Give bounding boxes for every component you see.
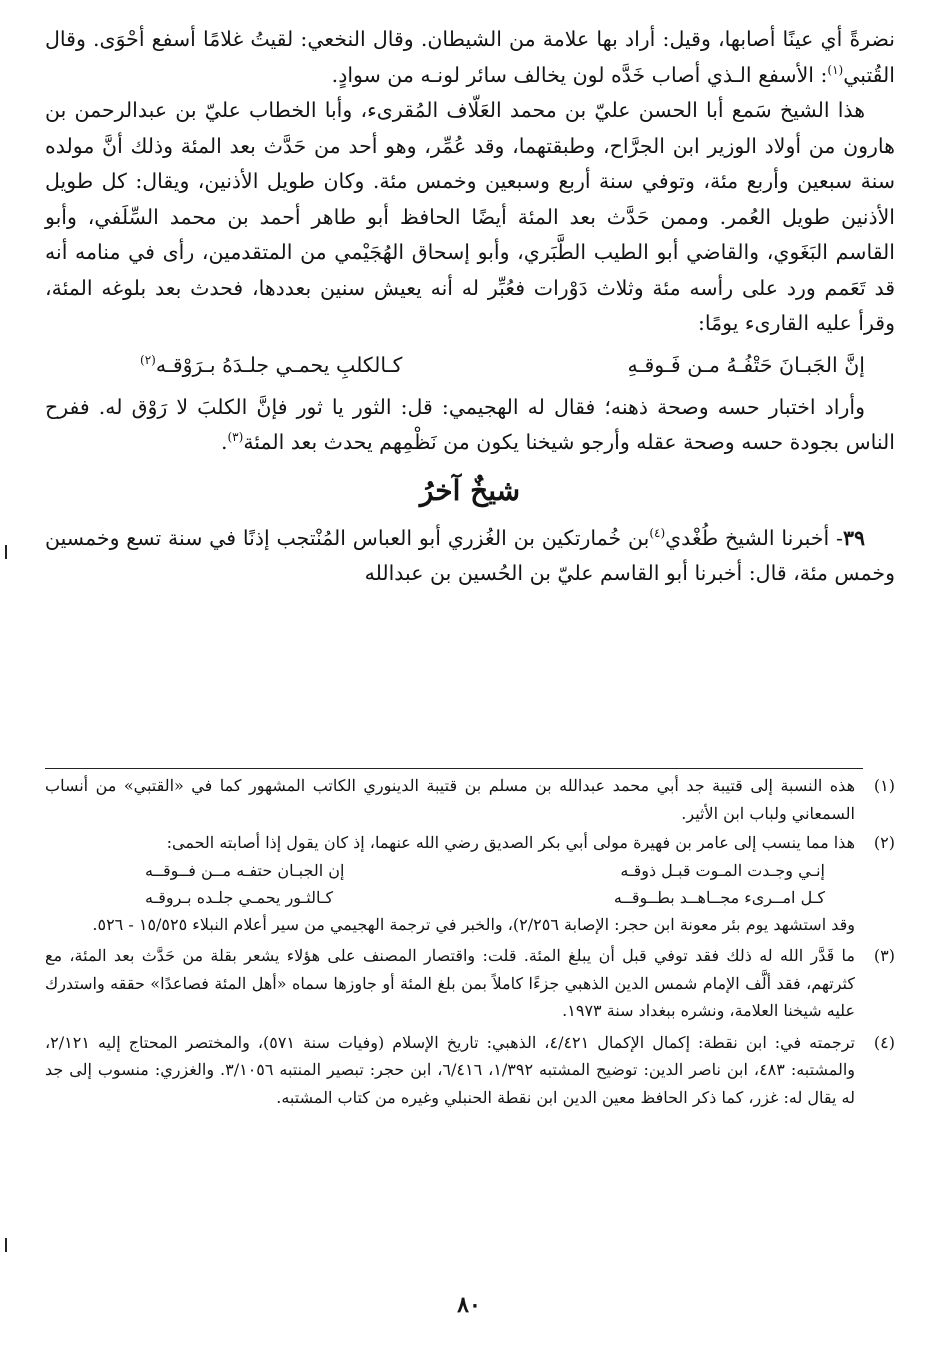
verse-hemistich-first: إنَّ الجَبـانَ حَتْفُـهُ مـن فَـوقـهِ: [627, 352, 865, 377]
footnote-ref: (٤): [649, 525, 666, 540]
paragraph-2: هذا الشيخ سَمع أبا الحسن عليّ بن محمد العَلّاف المُقرىء، وأبا الخطاب عليّ بن عبدالرحمن بن هارون من أولاد الوزير ابن الجرَّاح، وطبقتهما، وقد عُمِّر، وهو أحد من حَدَّث بعد المئة وذلك أنَّ مولده سنة سبعين وأربع مئة، وتوفي سنة أربع وسبعين وخمس مئة. وكان طويل الأذنين، ويقال: كل طويل الأذنين طويل العُمر. وممن حَدَّث بعد المئة أيضًا الحافظ أبو طاهر أحمد بن محمد السِّلَفي، وأبو القاسم البَغَوي، والقاضي أبو الطيب الطَّبَري، وأبو إسحاق الهُجَيْمي من المتقدمين، رأى في منامه أنه قد تَعَمم ورد على رأسه مئة وثلاث دَوْرات فعُبِّر له أنه يعيش سنين بعددها، فحدث بعد بلوغه المئة، وقرأ عليه القارىء يومًا:: [45, 98, 896, 335]
verse-text: كـالكلبِ يحمـي جلـدَهُ بـرَوْقـه: [155, 352, 403, 377]
footnote-text: هذه النسبة إلى قتيبة جد أبي محمد عبدالله بن مسلم بن قتيبة الدينوري الكاتب المشهور كما في «القتبي» من أنساب السمعاني ولباب ابن الأثير.: [45, 776, 855, 823]
paragraph-1: [45, 22, 895, 93]
page-number: ٨٠: [457, 1292, 481, 1318]
margin-mark: [5, 545, 7, 559]
footnote-ref: (١): [827, 62, 844, 77]
footnotes: [45, 772, 895, 1111]
footnote-2-continued: [45, 911, 895, 939]
entry-text: بن خُمارتكين بن الغُزري أبو العباس المُنْتجب إذنًا في سنة تسع وخمسين وخمس مئة، قال: أخبرنا أبو القاسم عليّ بن الحُسين بن عبدالله: [45, 525, 895, 585]
paragraph-text: : الأسفع الـذي أصاب خَدَّه لون يخالف سائر لونـه من سوادٍ.: [331, 62, 828, 87]
footnote-4: [45, 1029, 895, 1112]
entry-39: [45, 521, 895, 592]
verse-hemistich-second: [140, 344, 402, 386]
footnote-text: ترجمته في: ابن نقطة: إكمال الإكمال ٤/٤٢١، الذهبي: تاريخ الإسلام (وفيات سنة ٥٧١)، والمختصر المحتاج إليه ٢/١٢١، والمشتبه: ٤٨٣، ابن ناصر الدين: توضيح المشتبه ١/٣٩٢، ٦/٤١٦، ابن حجر: تبصير المنتبه ٣/١٠٥٦. والغزري: منسوب إلى جد له يقال له: غزر، كما ذكر الحافظ معين الدين ابن نقطة الحنبلي وغيره من كتاب المشتبه.: [45, 1032, 856, 1107]
footnote-3: [45, 942, 895, 1025]
footnote-1: [45, 772, 895, 827]
entry-text: - أخبرنا الشيخ طُغْدي: [665, 525, 843, 550]
verse-hemistich-first: كـل امــرىء مجــاهــد بطــوقــه: [613, 887, 825, 907]
footnote-separator: [45, 768, 863, 769]
footnote-number: (٤): [873, 1032, 895, 1052]
footnote-ref: (٢): [140, 352, 156, 367]
paragraph-text: وأراد اختبار حسه وصحة ذهنه؛ فقال له الهجيمي: قل: الثور يا ثور فإنَّ الكلبَ لا رَوْق له. ففرح الناس بجودة حسه وصحة عقله وأرجو شيخنا يكون من نَظْمِهم يحدث بعد المئة: [45, 394, 895, 454]
footnote-number: (٢): [873, 833, 895, 852]
footnote-text: ما قَدَّر الله له ذلك فقد توفي قبل أن يبلغ المئة. قلت: واقتصار المصنف على هؤلاء يشعر بقلة من حَدَّث بعد المئة، مع كثرتهم، فقد ألَّف الإمام شمس الدين الذهبي جزءًا كاملاً بمن بلغ المئة أو جاوزها سماه «أهل المئة فصاعدًا» حققه واستدرك عليه شيخنا العلامة، ونشره ببغداد سنة ١٩٧٣.: [45, 946, 855, 1020]
paragraph-text: .: [220, 430, 228, 454]
verse-hemistich-first: إنـي وجـدت المـوت قبـل ذوقـه: [620, 860, 825, 880]
footnote-number: (٣): [873, 946, 895, 965]
footnote-number: (١): [873, 776, 895, 795]
paragraph-3: [45, 390, 895, 461]
verse-hemistich-second: إن الجبـان حتفـه مــن فــوقــه: [145, 860, 345, 880]
footnote-ref: (٣): [227, 430, 244, 445]
footnote-text: هذا مما ينسب إلى عامر بن فهيرة مولى أبي بكر الصديق رضي الله عنهما، إذ كان يقول إذا أصابته الحمى:: [166, 833, 855, 852]
main-text: [45, 22, 895, 592]
entry-number: ٣٩: [842, 525, 865, 550]
paragraph-text: نضرةً أي عينًا أصابها، وقيل: أراد بها علامة من الشيطان. وقال النخعي: لقيتُ غلامًا أسفع أحْوَى. وقال القُتبي: [45, 27, 895, 87]
section-heading: شيخٌ آخرُ: [419, 473, 521, 507]
footnote-verse: [145, 857, 825, 884]
footnote-2: [45, 829, 895, 857]
margin-mark: [5, 1238, 7, 1252]
footnote-text: وقد استشهد يوم بئر معونة ابن حجر: الإصابة ٢/٢٥٦)، والخبر في ترجمة الهجيمي من سير أعلام النبلاء ١٥/٥٢٥ - ٥٢٦.: [92, 914, 855, 934]
footnote-verse: [145, 884, 825, 911]
verse-hemistich-second: كـالثـور يحمـي جلـده بـروقـه: [145, 887, 334, 907]
poem-verse: [140, 344, 865, 386]
